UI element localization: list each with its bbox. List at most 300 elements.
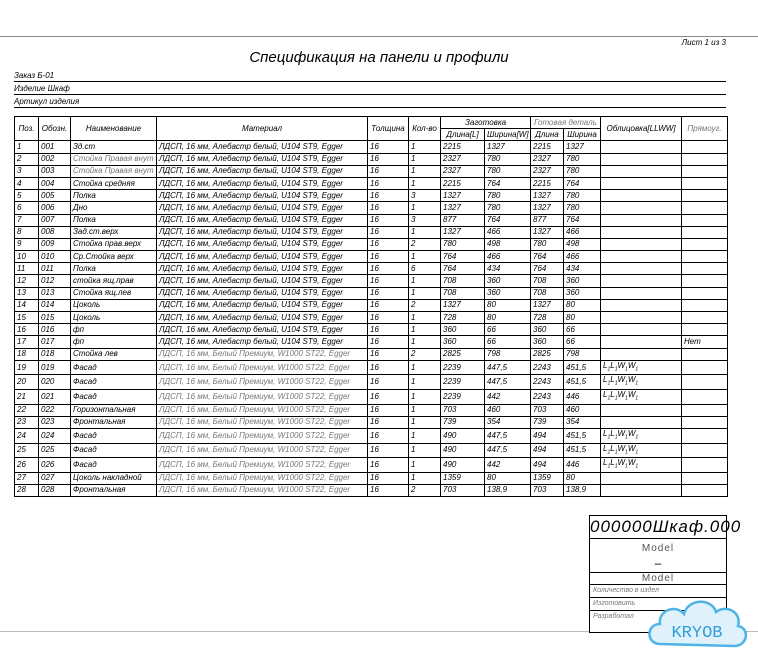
- cell-blank-length: 739: [441, 416, 485, 428]
- cell-qty: 1: [409, 389, 441, 404]
- cell-name: стойка ящ.прав: [71, 275, 157, 287]
- cell-qty: 2: [409, 299, 441, 311]
- cell-edging: [601, 416, 682, 428]
- cell-blank-width: 66: [485, 324, 531, 336]
- cell-fin-width: 446: [564, 458, 601, 473]
- cell-rect: [682, 472, 728, 484]
- cell-edging: [601, 348, 682, 360]
- cell-qty: 1: [409, 336, 441, 348]
- col-material: Материал: [157, 117, 368, 141]
- cell-rect: [682, 141, 728, 153]
- cell-qty: 1: [409, 458, 441, 473]
- cell-thickness: 16: [368, 153, 409, 165]
- cell-pos: 2: [15, 153, 39, 165]
- table-row: [15, 324, 728, 336]
- cell-blank-length: 728: [441, 312, 485, 324]
- cell-fin-length: 360: [531, 336, 564, 348]
- cell-fin-width: 780: [564, 153, 601, 165]
- cell-rect: [682, 428, 728, 443]
- cell-thickness: 16: [368, 443, 409, 458]
- cell-code: 002: [39, 153, 71, 165]
- cell-pos: 5: [15, 190, 39, 202]
- cell-blank-width: 80: [485, 299, 531, 311]
- cell-blank-width: 1327: [485, 141, 531, 153]
- cell-blank-length: 2239: [441, 360, 485, 375]
- cell-qty: 1: [409, 416, 441, 428]
- cell-fin-length: 2215: [531, 141, 564, 153]
- cell-qty: 1: [409, 153, 441, 165]
- cell-pos: 8: [15, 226, 39, 238]
- table-row: [15, 312, 728, 324]
- cell-code: 021: [39, 389, 71, 404]
- cell-thickness: 16: [368, 226, 409, 238]
- cell-fin-width: 780: [564, 202, 601, 214]
- cell-pos: 1: [15, 141, 39, 153]
- cell-material: ЛДСП, 16 мм, Белый Премиум, W1000 ST22, Egger: [157, 389, 368, 404]
- cell-blank-width: 764: [485, 214, 531, 226]
- cell-code: 003: [39, 165, 71, 177]
- cell-thickness: 16: [368, 202, 409, 214]
- cell-blank-width: 780: [485, 165, 531, 177]
- cell-material: ЛДСП, 16 мм, Алебастр белый, U104 ST9, Egger: [157, 263, 368, 275]
- cell-code: 028: [39, 484, 71, 496]
- cell-blank-length: 360: [441, 336, 485, 348]
- cell-qty: 1: [409, 275, 441, 287]
- cell-name: Фронтальная: [71, 416, 157, 428]
- cell-fin-width: 80: [564, 299, 601, 311]
- product-label: Изделие Шкаф: [14, 84, 70, 93]
- cell-edging: [601, 251, 682, 263]
- cell-fin-length: 1327: [531, 202, 564, 214]
- cell-name: Фасад: [71, 375, 157, 390]
- cell-edging: [601, 312, 682, 324]
- table-row: [15, 336, 728, 348]
- cell-thickness: 16: [368, 348, 409, 360]
- cell-pos: 20: [15, 375, 39, 390]
- cell-qty: 6: [409, 263, 441, 275]
- cell-qty: 1: [409, 226, 441, 238]
- cell-fin-width: 780: [564, 190, 601, 202]
- cell-edging: $L_1L_1W_1W_1$: [601, 375, 682, 390]
- specification-table: [14, 116, 728, 497]
- cell-qty: 1: [409, 360, 441, 375]
- cell-blank-width: 442: [485, 389, 531, 404]
- cell-qty: 1: [409, 251, 441, 263]
- cell-pos: 3: [15, 165, 39, 177]
- cell-pos: 23: [15, 416, 39, 428]
- cell-material: ЛДСП, 16 мм, Белый Премиум, W1000 ST22, Egger: [157, 458, 368, 473]
- cell-fin-length: 780: [531, 238, 564, 250]
- cell-blank-width: 447,5: [485, 375, 531, 390]
- page-title: Спецификация на панели и профили: [249, 49, 509, 66]
- cell-code: 010: [39, 251, 71, 263]
- cell-edging: [601, 263, 682, 275]
- cell-code: 017: [39, 336, 71, 348]
- cell-edging: [601, 484, 682, 496]
- table-row: [15, 153, 728, 165]
- cell-thickness: 16: [368, 404, 409, 416]
- cell-pos: 17: [15, 336, 39, 348]
- cell-blank-length: 1327: [441, 299, 485, 311]
- cell-qty: 1: [409, 428, 441, 443]
- cell-fin-length: 2243: [531, 360, 564, 375]
- cell-name: Полка: [71, 214, 157, 226]
- cell-fin-width: 451,5: [564, 375, 601, 390]
- cell-blank-width: 764: [485, 177, 531, 189]
- cell-fin-width: 360: [564, 275, 601, 287]
- cell-fin-width: 798: [564, 348, 601, 360]
- cell-code: 014: [39, 299, 71, 311]
- cell-material: ЛДСП, 16 мм, Алебастр белый, U104 ST9, Egger: [157, 324, 368, 336]
- cell-fin-length: 2243: [531, 389, 564, 404]
- cell-rect: [682, 251, 728, 263]
- cell-rect: [682, 312, 728, 324]
- col-blank-length: Длина[L]: [441, 129, 485, 141]
- cell-blank-width: 466: [485, 251, 531, 263]
- cell-blank-length: 2327: [441, 153, 485, 165]
- cell-material: ЛДСП, 16 мм, Белый Премиум, W1000 ST22, Egger: [157, 416, 368, 428]
- col-qty: Кол-во: [409, 117, 441, 141]
- cell-blank-length: 1327: [441, 202, 485, 214]
- cell-edging: [601, 299, 682, 311]
- cell-fin-length: 764: [531, 251, 564, 263]
- table-row: [15, 299, 728, 311]
- cell-pos: 26: [15, 458, 39, 473]
- cell-blank-width: 138,9: [485, 484, 531, 496]
- cell-blank-length: 877: [441, 214, 485, 226]
- col-blank-width: Ширина[W]: [485, 129, 531, 141]
- cell-fin-length: 2215: [531, 177, 564, 189]
- cell-thickness: 16: [368, 177, 409, 189]
- cell-qty: 3: [409, 190, 441, 202]
- cell-fin-width: 460: [564, 404, 601, 416]
- cell-fin-width: 466: [564, 226, 601, 238]
- cell-name: Ср.Стойка верх: [71, 251, 157, 263]
- cell-code: 023: [39, 416, 71, 428]
- cell-code: 015: [39, 312, 71, 324]
- cell-blank-length: 360: [441, 324, 485, 336]
- cell-fin-length: 1327: [531, 299, 564, 311]
- sheet-number: Лист 1 из 3: [681, 38, 726, 47]
- cell-material: ЛДСП, 16 мм, Алебастр белый, U104 ST9, Egger: [157, 190, 368, 202]
- cell-fin-length: 2327: [531, 153, 564, 165]
- table-row: [15, 177, 728, 189]
- cell-rect: [682, 177, 728, 189]
- cell-material: ЛДСП, 16 мм, Алебастр белый, U104 ST9, Egger: [157, 336, 368, 348]
- product-line: [14, 83, 726, 95]
- cell-name: Дно: [71, 202, 157, 214]
- title-block-row-author: Разработал: [590, 610, 726, 623]
- cell-fin-width: 764: [564, 177, 601, 189]
- cell-rect: [682, 404, 728, 416]
- cell-blank-width: 360: [485, 275, 531, 287]
- cell-blank-width: 66: [485, 336, 531, 348]
- cell-qty: 1: [409, 141, 441, 153]
- cell-rect: [682, 238, 728, 250]
- cell-fin-length: 708: [531, 287, 564, 299]
- cell-name: Фасад: [71, 389, 157, 404]
- cell-thickness: 16: [368, 275, 409, 287]
- cell-fin-width: 138,9: [564, 484, 601, 496]
- table-row: [15, 443, 728, 458]
- cell-code: 025: [39, 443, 71, 458]
- cell-code: 020: [39, 375, 71, 390]
- cell-pos: 4: [15, 177, 39, 189]
- cell-name: Стойка средняя: [71, 177, 157, 189]
- cell-edging: [601, 226, 682, 238]
- cell-thickness: 16: [368, 484, 409, 496]
- cell-blank-length: 708: [441, 287, 485, 299]
- cell-fin-length: 703: [531, 404, 564, 416]
- cell-blank-width: 360: [485, 287, 531, 299]
- cell-pos: 25: [15, 443, 39, 458]
- cell-code: 006: [39, 202, 71, 214]
- cell-fin-width: 80: [564, 472, 601, 484]
- cell-material: ЛДСП, 16 мм, Алебастр белый, U104 ST9, Egger: [157, 153, 368, 165]
- cell-blank-length: 2825: [441, 348, 485, 360]
- cell-name: Стойка ящ.лев: [71, 287, 157, 299]
- table-row: [15, 416, 728, 428]
- cell-code: 026: [39, 458, 71, 473]
- cell-pos: 6: [15, 202, 39, 214]
- cell-qty: 1: [409, 312, 441, 324]
- cell-thickness: 16: [368, 251, 409, 263]
- cell-pos: 16: [15, 324, 39, 336]
- cell-fin-length: 2327: [531, 165, 564, 177]
- col-blank: Заготовка: [441, 117, 531, 129]
- col-pos: Поз.: [15, 117, 39, 141]
- cell-fin-width: 451,5: [564, 360, 601, 375]
- cell-blank-length: 490: [441, 428, 485, 443]
- cell-material: ЛДСП, 16 мм, Белый Премиум, W1000 ST22, Egger: [157, 484, 368, 496]
- cell-qty: 1: [409, 324, 441, 336]
- cell-blank-width: 80: [485, 472, 531, 484]
- cell-rect: [682, 375, 728, 390]
- cell-rect: [682, 287, 728, 299]
- title-block-row-qty: Количество в издел: [590, 584, 726, 597]
- logo-text: KRYOB: [671, 624, 723, 643]
- cell-name: фп: [71, 336, 157, 348]
- cell-blank-length: 708: [441, 275, 485, 287]
- cell-fin-length: 739: [531, 416, 564, 428]
- table-row: [15, 275, 728, 287]
- table-row: [15, 226, 728, 238]
- table-row: [15, 202, 728, 214]
- cell-edging: [601, 275, 682, 287]
- cell-name: Фасад: [71, 360, 157, 375]
- cell-blank-width: 354: [485, 416, 531, 428]
- cell-edging: $L_1L_1W_1W_1$: [601, 428, 682, 443]
- cell-blank-width: 780: [485, 202, 531, 214]
- cell-name: Фасад: [71, 458, 157, 473]
- cell-fin-length: 1327: [531, 190, 564, 202]
- cell-fin-length: 2243: [531, 375, 564, 390]
- cell-fin-length: 1359: [531, 472, 564, 484]
- cell-blank-length: 703: [441, 404, 485, 416]
- cell-code: 011: [39, 263, 71, 275]
- title-block-model-2: Model: [590, 572, 726, 584]
- cell-blank-length: 490: [441, 458, 485, 473]
- cell-fin-width: 66: [564, 336, 601, 348]
- cell-pos: 11: [15, 263, 39, 275]
- order-label: Заказ Б-01: [14, 71, 55, 80]
- cell-name: Стойка Правая внут: [71, 165, 157, 177]
- cell-qty: 1: [409, 177, 441, 189]
- cell-fin-width: 451,5: [564, 443, 601, 458]
- cell-blank-width: 460: [485, 404, 531, 416]
- article-line: [14, 96, 726, 108]
- cell-name: Горизонтальная: [71, 404, 157, 416]
- cell-blank-length: 2239: [441, 389, 485, 404]
- table-row: [15, 428, 728, 443]
- cell-thickness: 16: [368, 472, 409, 484]
- cell-blank-length: 2215: [441, 177, 485, 189]
- cell-fin-width: 354: [564, 416, 601, 428]
- cell-name: Стойка прав.верх: [71, 238, 157, 250]
- cell-qty: 1: [409, 404, 441, 416]
- table-row: [15, 251, 728, 263]
- cell-blank-length: 2215: [441, 141, 485, 153]
- cell-pos: 28: [15, 484, 39, 496]
- cell-qty: 1: [409, 287, 441, 299]
- cell-rect: [682, 214, 728, 226]
- cell-edging: [601, 287, 682, 299]
- cell-name: Зад.ст.верх: [71, 226, 157, 238]
- cell-thickness: 16: [368, 287, 409, 299]
- cell-thickness: 16: [368, 389, 409, 404]
- cell-qty: 2: [409, 348, 441, 360]
- cell-material: ЛДСП, 16 мм, Алебастр белый, U104 ST9, Egger: [157, 214, 368, 226]
- cell-code: 022: [39, 404, 71, 416]
- cell-edging: [601, 165, 682, 177]
- cell-pos: 7: [15, 214, 39, 226]
- col-fin-width: Ширина: [564, 129, 601, 141]
- cell-blank-length: 490: [441, 443, 485, 458]
- cell-thickness: 16: [368, 312, 409, 324]
- cell-edging: [601, 238, 682, 250]
- cell-code: 005: [39, 190, 71, 202]
- article-label: Артикул изделия: [14, 97, 80, 106]
- cell-rect: [682, 458, 728, 473]
- cell-material: ЛДСП, 16 мм, Алебастр белый, U104 ST9, Egger: [157, 177, 368, 189]
- cell-fin-width: 446: [564, 389, 601, 404]
- cell-edging: [601, 404, 682, 416]
- cell-name: Стойка Правая внут: [71, 153, 157, 165]
- cell-rect: [682, 263, 728, 275]
- col-fin-length: Длина: [531, 129, 564, 141]
- cell-blank-length: 1359: [441, 472, 485, 484]
- table-row: [15, 214, 728, 226]
- table-row: [15, 389, 728, 404]
- cell-rect: [682, 165, 728, 177]
- cell-code: 004: [39, 177, 71, 189]
- cell-material: ЛДСП, 16 мм, Белый Премиум, W1000 ST22, Egger: [157, 472, 368, 484]
- cell-thickness: 16: [368, 324, 409, 336]
- table-row: [15, 287, 728, 299]
- cell-fin-width: 1327: [564, 141, 601, 153]
- cell-name: Фасад: [71, 428, 157, 443]
- cell-blank-length: 780: [441, 238, 485, 250]
- cell-qty: 1: [409, 202, 441, 214]
- table-row: [15, 375, 728, 390]
- cell-edging: $L_1L_1W_1W_1$: [601, 443, 682, 458]
- cell-code: 018: [39, 348, 71, 360]
- cell-thickness: 16: [368, 238, 409, 250]
- cell-thickness: 16: [368, 428, 409, 443]
- cell-code: 008: [39, 226, 71, 238]
- cell-edging: [601, 336, 682, 348]
- cell-material: ЛДСП, 16 мм, Белый Премиум, W1000 ST22, Egger: [157, 375, 368, 390]
- cell-blank-width: 780: [485, 153, 531, 165]
- cell-pos: 12: [15, 275, 39, 287]
- cell-rect: [682, 348, 728, 360]
- cell-name: фп: [71, 324, 157, 336]
- cell-code: 007: [39, 214, 71, 226]
- cell-edging: [601, 177, 682, 189]
- cell-material: ЛДСП, 16 мм, Алебастр белый, U104 ST9, Egger: [157, 251, 368, 263]
- cell-qty: 1: [409, 443, 441, 458]
- cell-blank-width: 798: [485, 348, 531, 360]
- cell-material: ЛДСП, 16 мм, Алебастр белый, U104 ST9, Egger: [157, 202, 368, 214]
- cell-fin-width: 360: [564, 287, 601, 299]
- title-block-name: 000000Шкаф.000: [590, 516, 726, 539]
- cell-edging: $L_1L_1W_1W_1$: [601, 458, 682, 473]
- cell-material: ЛДСП, 16 мм, Алебастр белый, U104 ST9, Egger: [157, 226, 368, 238]
- title-block-model: Model: [641, 543, 675, 554]
- cell-blank-width: 442: [485, 458, 531, 473]
- cell-thickness: 16: [368, 360, 409, 375]
- cell-pos: 21: [15, 389, 39, 404]
- cell-fin-width: 764: [564, 214, 601, 226]
- cell-fin-width: 66: [564, 324, 601, 336]
- cell-fin-length: 1327: [531, 226, 564, 238]
- table-row: [15, 263, 728, 275]
- cell-rect: [682, 324, 728, 336]
- cell-material: ЛДСП, 16 мм, Белый Премиум, W1000 ST22, Egger: [157, 443, 368, 458]
- table-body: [15, 141, 728, 497]
- cell-rect: [682, 360, 728, 375]
- col-name: Наименование: [71, 117, 157, 141]
- cell-blank-width: 447,5: [485, 443, 531, 458]
- cell-blank-length: 764: [441, 263, 485, 275]
- cell-edging: [601, 153, 682, 165]
- cell-thickness: 16: [368, 141, 409, 153]
- cell-edging: $L_1L_1W_1W_1$: [601, 360, 682, 375]
- cell-pos: 18: [15, 348, 39, 360]
- cell-edging: [601, 202, 682, 214]
- cell-material: ЛДСП, 16 мм, Белый Премиум, W1000 ST22, Egger: [157, 348, 368, 360]
- cell-fin-length: 764: [531, 263, 564, 275]
- cell-rect: [682, 299, 728, 311]
- cell-rect: [682, 275, 728, 287]
- cell-blank-length: 703: [441, 484, 485, 496]
- cell-thickness: 16: [368, 165, 409, 177]
- cell-name: Цоколь: [71, 299, 157, 311]
- cell-pos: 13: [15, 287, 39, 299]
- table-row: [15, 165, 728, 177]
- col-code: Обозн.: [39, 117, 71, 141]
- cell-fin-width: 434: [564, 263, 601, 275]
- kryob-logo: [642, 590, 752, 656]
- cell-fin-width: 466: [564, 251, 601, 263]
- cell-qty: 3: [409, 214, 441, 226]
- cell-edging: [601, 214, 682, 226]
- cell-thickness: 16: [368, 214, 409, 226]
- cell-name: Цоколь: [71, 312, 157, 324]
- cell-thickness: 16: [368, 416, 409, 428]
- cell-fin-length: 360: [531, 324, 564, 336]
- cell-thickness: 16: [368, 263, 409, 275]
